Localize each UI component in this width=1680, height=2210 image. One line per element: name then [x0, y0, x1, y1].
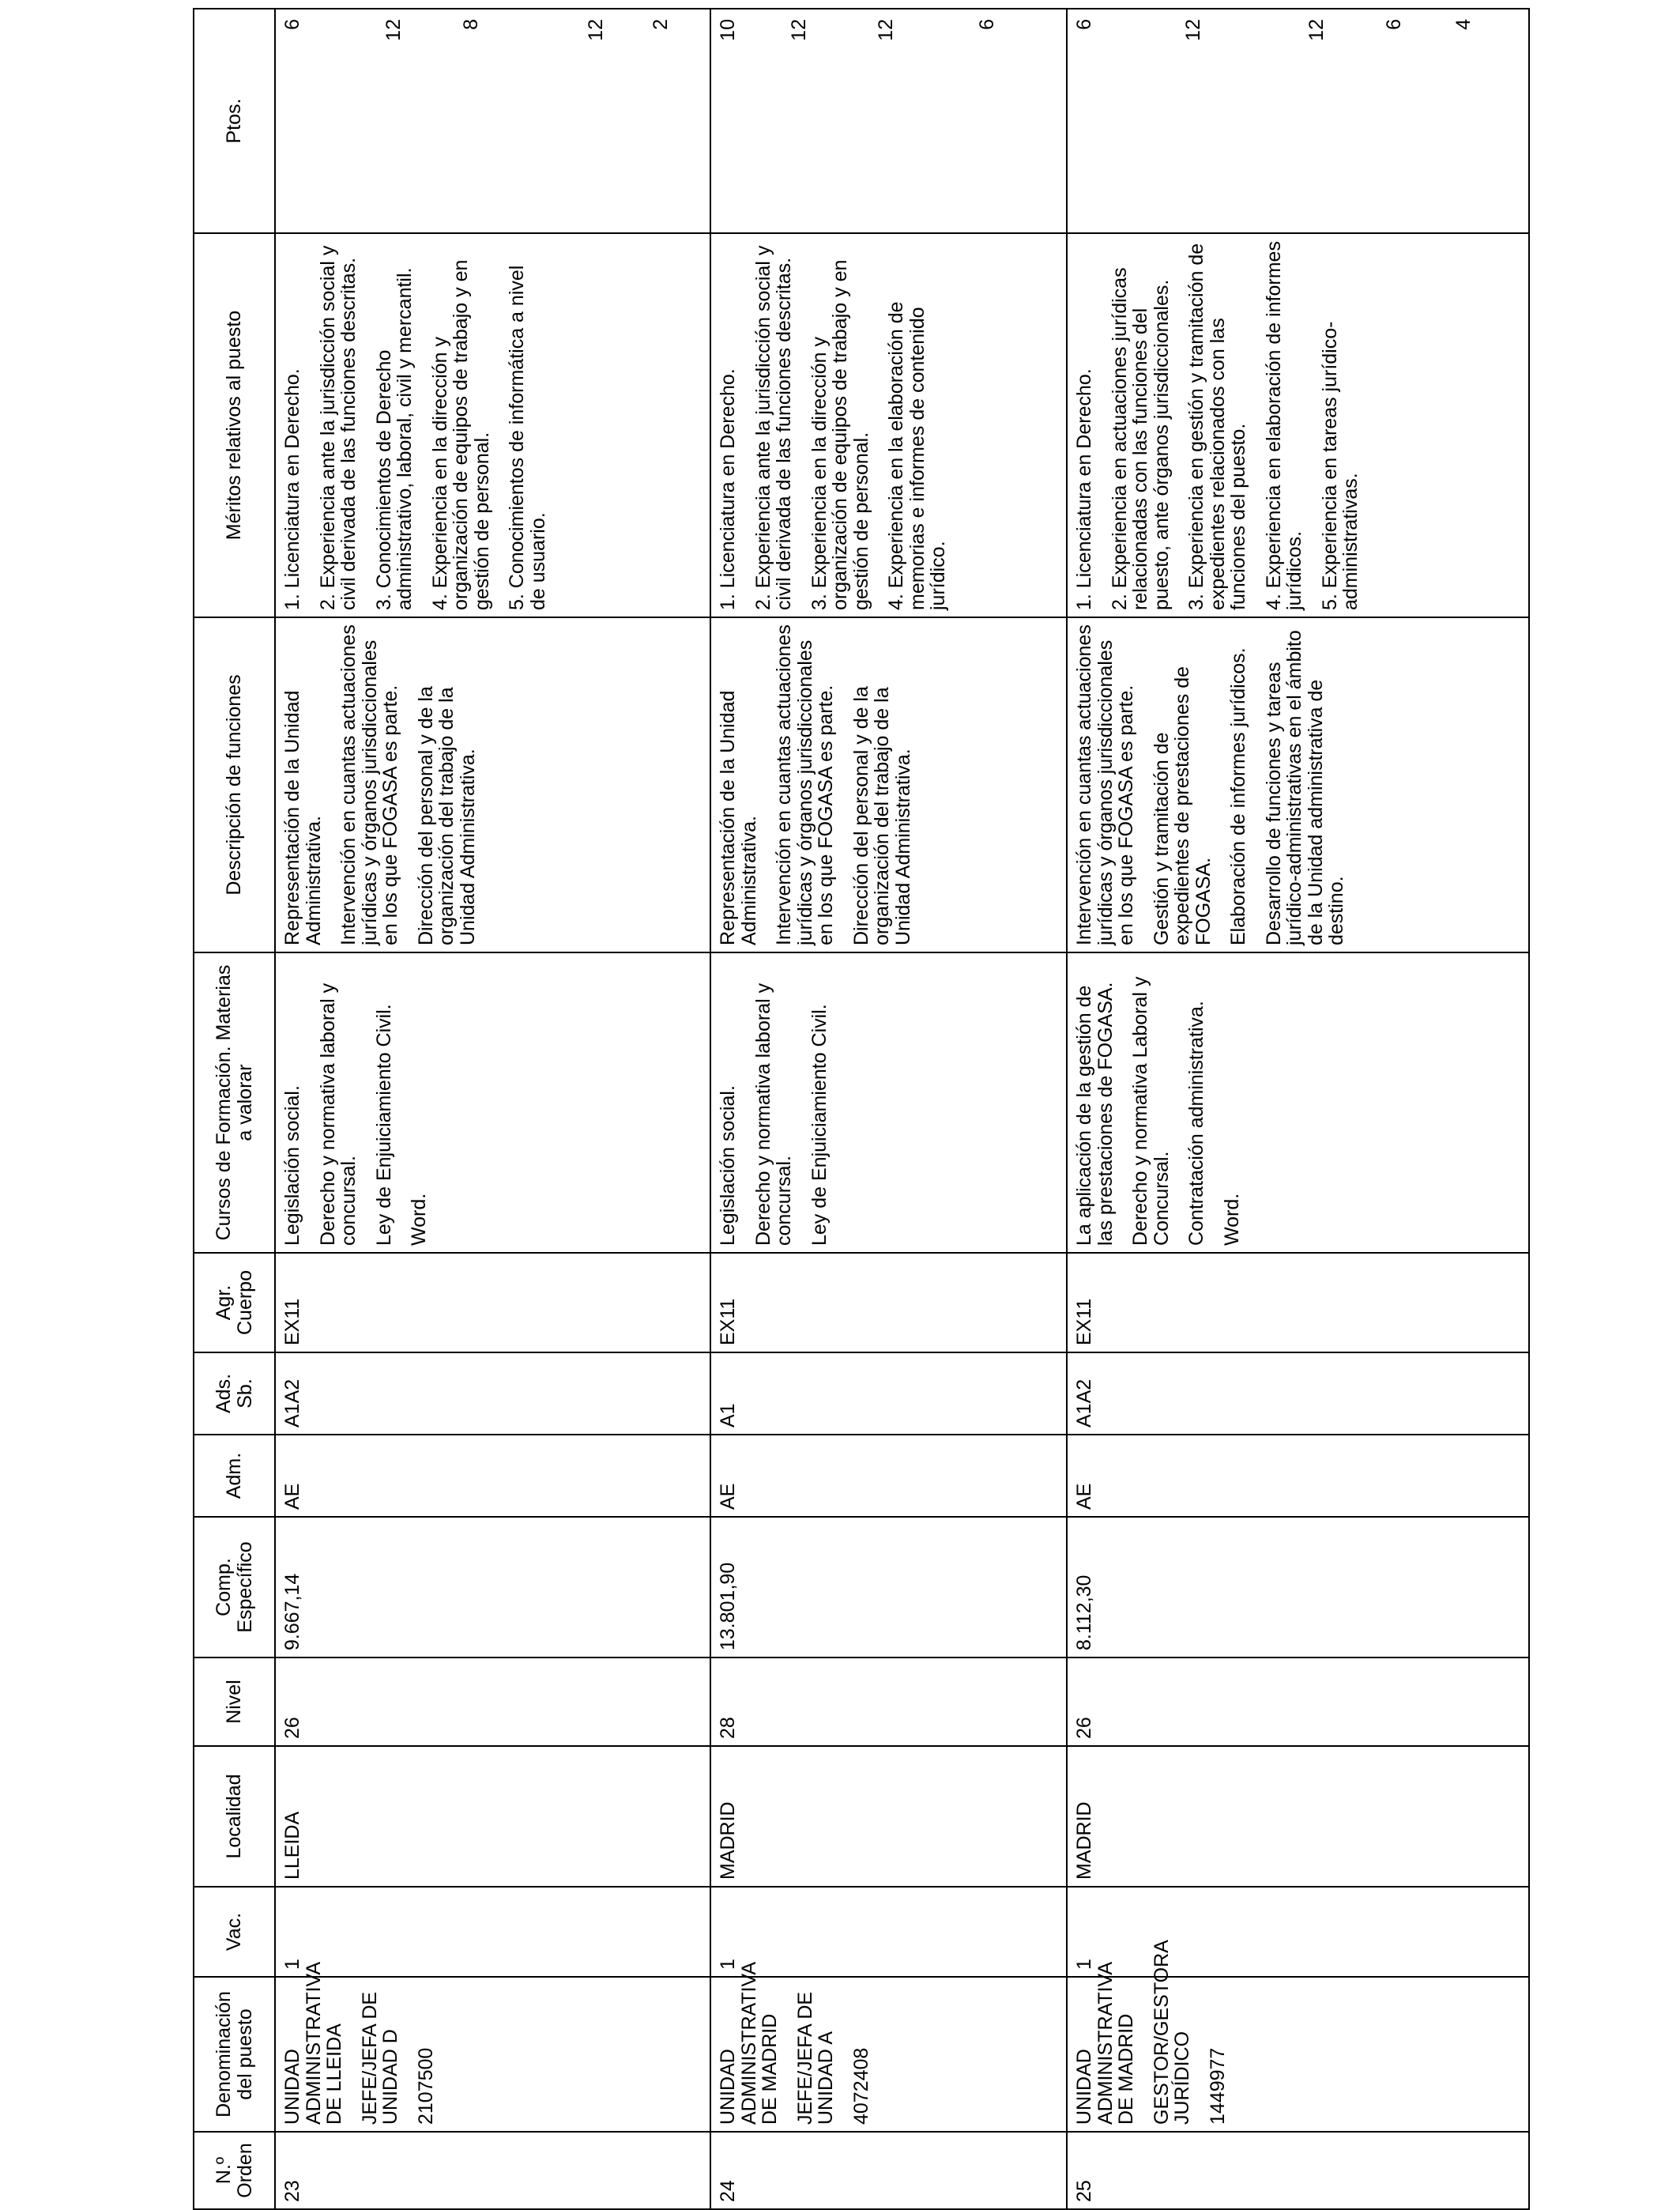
merito-item: 4. Experiencia en la dirección y organización de equipos de trabajo y en gestión de personal. [428, 259, 493, 610]
cell-agr: EX11 [275, 1253, 710, 1352]
merito-item: 2. Experiencia ante la jurisdicción social y civil derivada de las funciones descritas. [316, 245, 360, 610]
pts-value: 12 [1305, 19, 1328, 41]
cell-funciones [710, 617, 1067, 952]
cell-funciones [1067, 617, 1529, 952]
cell-orden: 25 [1067, 2132, 1529, 2209]
cell-meritos [1067, 233, 1529, 617]
pts-value: 12 [585, 19, 607, 41]
merito-item: 4. Experiencia en la elaboración de memorias e informes de contenido jurídico. [885, 301, 950, 610]
pts-value: 12 [875, 19, 898, 41]
funcion-item: Intervención en cuantas actuaciones jurídicas y órganos jurisdiccionales en los que FOGASA es parte. [1073, 624, 1138, 945]
cell-agr: EX11 [1067, 1253, 1529, 1352]
job-positions-table [193, 8, 1530, 2210]
header-nivel: Nivel [194, 1658, 275, 1746]
header-denominacion: Denominación del puesto [194, 1977, 275, 2132]
cell-localidad: LLEIDA [275, 1746, 710, 1887]
cell-vac: 1 [1067, 1887, 1529, 1977]
table-row [275, 9, 710, 2209]
funcion-item: Intervención en cuantas actuaciones jurídicas y órganos jurisdiccionales en los que FOGASA es parte. [337, 624, 401, 945]
cell-vac: 1 [710, 1887, 1067, 1977]
cell-orden: 24 [710, 2132, 1067, 2209]
cell-ptos [1067, 9, 1529, 233]
header-funciones: Descripción de funciones [194, 617, 275, 952]
pts-value: 6 [1383, 19, 1406, 30]
cell-denominacion [275, 1963, 710, 2132]
denominacion-line: UNIDAD ADMINISTRATIVA DE LLEIDA [281, 1963, 345, 2125]
funcion-item: Gestión y tramitación de expedientes de prestaciones de FOGASA. [1150, 666, 1215, 945]
cell-cursos [710, 952, 1067, 1253]
merito-item: 5. Experiencia en tareas jurídico-administrativas. [1318, 321, 1362, 610]
cell-ads: A1 [710, 1352, 1067, 1435]
table-row [1067, 9, 1529, 2209]
cell-ptos [275, 9, 710, 233]
curso-item: La aplicación de la gestión de las prestaciones de FOGASA. [1073, 982, 1117, 1246]
merito-item: 5. Conocimientos de informática a nivel de usuario. [506, 265, 549, 610]
funcion-item: Representación de la Unidad Administrativa. [717, 690, 760, 945]
denominacion-line: JEFE/JEFA DE UNIDAD D [358, 1991, 401, 2125]
cell-localidad: MADRID [1067, 1746, 1529, 1887]
pts-value: 12 [382, 19, 405, 41]
pts-value: 12 [1182, 19, 1205, 41]
merito-item: 1. Licenciatura en Derecho. [1073, 368, 1096, 610]
merito-item: 1. Licenciatura en Derecho. [281, 368, 303, 610]
table-row [710, 9, 1067, 2209]
funcion-item: Elaboración de informes jurídicos. [1227, 647, 1250, 945]
funcion-item: Intervención en cuantas actuaciones jurídicas y órganos jurisdiccionales en los que FOGASA es parte. [773, 624, 838, 945]
cell-denominacion [710, 1963, 1067, 2132]
pts-value: 8 [460, 19, 482, 30]
curso-item: Word. [1220, 1193, 1243, 1246]
merito-item: 2. Experiencia ante la jurisdicción social y civil derivada de las funciones descritas. [751, 245, 796, 610]
cell-nivel: 26 [1067, 1658, 1529, 1746]
merito-item: 4. Experiencia en elaboración de informes jurídicos. [1262, 241, 1306, 610]
curso-item: Contratación administrativa. [1185, 1001, 1208, 1246]
cell-nivel: 28 [710, 1658, 1067, 1746]
denominacion-line: 2107500 [414, 2047, 437, 2125]
cell-ads: A1A2 [275, 1352, 710, 1435]
cell-cursos [275, 952, 710, 1253]
curso-item: Ley de Enjuiciamiento Civil. [372, 1004, 395, 1246]
merito-item: 2. Experiencia en actuaciones jurídicas relacionadas con las funciones del puesto, ante órganos jurisdiccionales. [1108, 267, 1173, 610]
pts-value: 4 [1452, 19, 1475, 30]
pts-value: 12 [788, 19, 811, 41]
cell-vac: 1 [275, 1887, 710, 1977]
cell-meritos [275, 233, 710, 617]
funcion-item: Dirección del personal y de la organización del trabajo de la Unidad Administrativa. [414, 686, 479, 945]
pts-value: 10 [717, 19, 740, 41]
merito-item: 3. Conocimientos de Derecho administrativo, laboral, civil y mercantil. [372, 267, 416, 610]
denominacion-line: JEFE/JEFA DE UNIDAD A [793, 1991, 838, 2125]
table-header-row [194, 9, 275, 2209]
cell-orden: 23 [275, 2132, 710, 2209]
merito-item: 3. Experiencia en gestión y tramitación de expedientes relacionados con las funciones del puesto. [1185, 243, 1250, 610]
denominacion-line: GESTOR/GESTORA JURÍDICO [1150, 1940, 1194, 2125]
funcion-item: Representación de la Unidad Administrativa. [281, 690, 325, 945]
header-ads: Ads. Sb. [194, 1352, 275, 1435]
denominacion-line: UNIDAD ADMINISTRATIVA DE MADRID [717, 1963, 782, 2125]
denominacion-line: UNIDAD ADMINISTRATIVA DE MADRID [1073, 1963, 1138, 2125]
header-comp-especifico: Comp. Específico [194, 1517, 275, 1658]
header-agr: Agr. Cuerpo [194, 1253, 275, 1352]
pts-value: 6 [1073, 19, 1096, 30]
header-ptos: Ptos. [194, 9, 275, 233]
denominacion-line: 1449977 [1206, 2047, 1229, 2125]
cell-adm: AE [275, 1435, 710, 1517]
curso-item: Legislación social. [281, 1085, 303, 1246]
rotated-document-page [193, 9, 1530, 2210]
curso-item: Derecho y normativa Laboral y Concursal. [1129, 976, 1173, 1246]
header-vac: Vac. [194, 1887, 275, 1977]
merito-item: 1. Licenciatura en Derecho. [717, 368, 740, 610]
cell-denominacion [1067, 1940, 1529, 2132]
pts-value: 6 [281, 19, 303, 30]
cell-comp-especifico: 9.667,14 [275, 1517, 710, 1658]
cell-cursos [1067, 952, 1529, 1253]
curso-item: Derecho y normativa laboral y concursal. [316, 982, 360, 1246]
header-localidad: Localidad [194, 1746, 275, 1887]
curso-item: Ley de Enjuiciamiento Civil. [808, 1004, 831, 1246]
denominacion-line: 4072408 [849, 2047, 872, 2125]
header-adm: Adm. [194, 1435, 275, 1517]
cell-comp-especifico: 13.801,90 [710, 1517, 1067, 1658]
cell-comp-especifico: 8.112,30 [1067, 1517, 1529, 1658]
cell-adm: AE [710, 1435, 1067, 1517]
header-cursos: Cursos de Formación. Materias a valorar [194, 952, 275, 1253]
header-orden: N.º Orden [194, 2132, 275, 2209]
pts-value: 6 [976, 19, 999, 30]
curso-item: Derecho y normativa laboral y concursal. [751, 982, 796, 1246]
merito-item: 3. Experiencia en la dirección y organización de equipos de trabajo y en gestión de personal. [808, 259, 872, 610]
curso-item: Word. [408, 1193, 430, 1246]
cell-localidad: MADRID [710, 1746, 1067, 1887]
cell-nivel: 26 [275, 1658, 710, 1746]
cell-adm: AE [1067, 1435, 1529, 1517]
cell-meritos [710, 233, 1067, 617]
pts-value: 2 [650, 19, 672, 30]
curso-item: Legislación social. [717, 1085, 740, 1246]
header-meritos: Méritos relativos al puesto [194, 233, 275, 617]
funcion-item: Desarrollo de funciones y tareas jurídico-administrativas en el ámbito de la Unidad administrativa de destino. [1262, 630, 1348, 945]
cell-funciones [275, 617, 710, 952]
cell-ptos [710, 9, 1067, 233]
cell-ads: A1A2 [1067, 1352, 1529, 1435]
funcion-item: Dirección del personal y de la organización del trabajo de la Unidad Administrativa. [849, 686, 914, 945]
cell-agr: EX11 [710, 1253, 1067, 1352]
